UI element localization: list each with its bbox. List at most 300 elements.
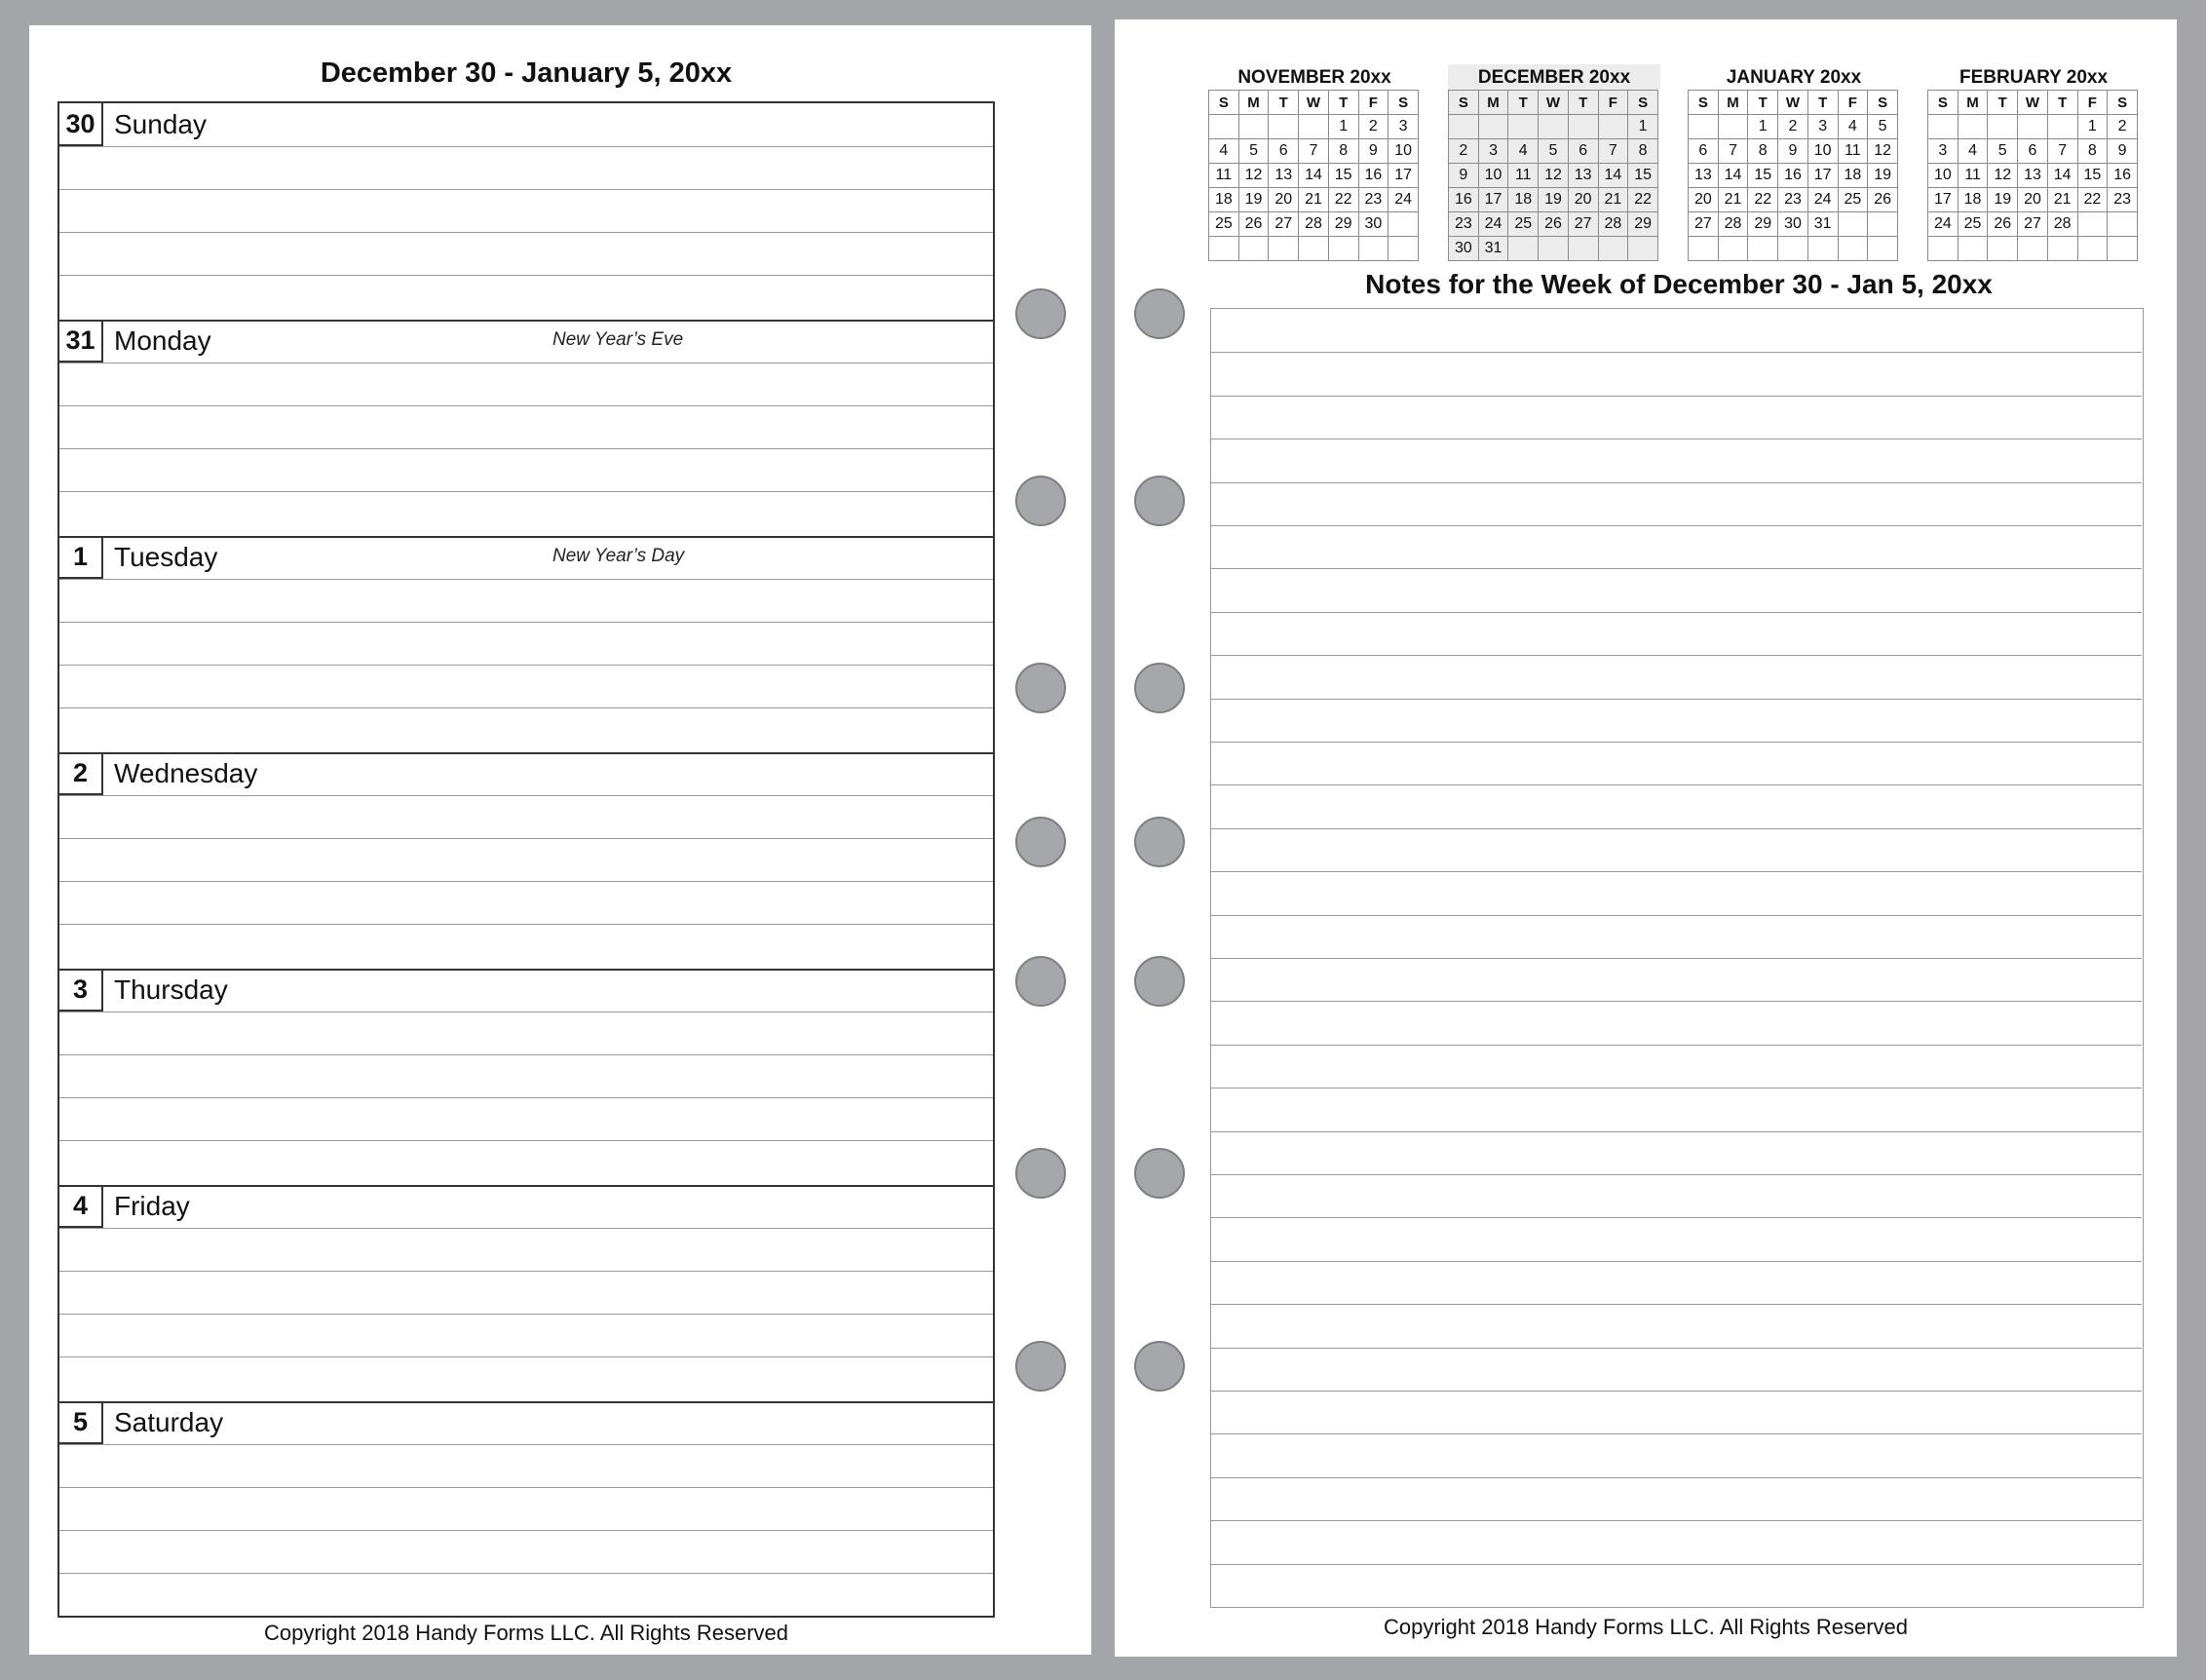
calendar-date-cell: 15 [1628,164,1658,188]
weekday-header: S [1209,91,1239,115]
calendar-date-cell: 9 [1358,139,1388,164]
day-divider [59,752,993,754]
calendar-date-cell: 5 [1988,139,2018,164]
calendar-date-cell: 5 [1238,139,1269,164]
weekday-header: M [1238,91,1269,115]
notes-line [1211,482,2142,483]
writing-line [59,1271,993,1272]
writing-line [59,232,993,233]
calendar-date-cell: 5 [1868,115,1898,139]
calendar-date-cell: 8 [1748,139,1778,164]
writing-line [59,189,993,190]
calendar-date-cell: 4 [1209,139,1239,164]
calendar-date-cell [1598,115,1628,139]
writing-line [59,1314,993,1315]
mini-calendar [1688,64,1900,261]
binder-hole [1015,956,1066,1007]
day-name: Tuesday [114,542,218,572]
day-section[interactable] [59,103,993,320]
calendar-date-cell: 18 [1209,188,1239,212]
calendar-date-cell [1299,237,1329,261]
calendar-date-cell: 27 [1689,212,1719,237]
weekday-header: T [2047,91,2077,115]
days-grid [57,101,995,1618]
calendar-date-cell: 1 [1328,115,1358,139]
calendar-month-title: FEBRUARY 20xx [1959,67,2109,88]
notes-line [1211,742,2142,743]
calendar-date-cell: 14 [1299,164,1329,188]
calendar-date-cell: 9 [1778,139,1808,164]
calendar-date-cell: 17 [1478,188,1508,212]
binder-hole [1015,1148,1066,1199]
calendar-date-cell: 12 [1539,164,1569,188]
calendar-date-cell [1238,115,1269,139]
calendar-date-cell: 22 [1628,188,1658,212]
calendar-date-cell: 3 [1388,115,1419,139]
calendar-date-cell: 9 [2108,139,2138,164]
weekday-header: S [1628,91,1658,115]
calendar-grid [1927,90,2138,261]
calendar-date-cell: 25 [1958,212,1988,237]
notes-line [1211,568,2142,569]
notes-line [1211,1261,2142,1262]
day-section[interactable] [59,320,993,536]
weekday-header: S [2108,91,2138,115]
day-section[interactable] [59,969,993,1185]
writing-line [59,1487,993,1488]
calendar-date-cell: 13 [1269,164,1299,188]
weekday-header: F [1358,91,1388,115]
calendar-month-title: DECEMBER 20xx [1448,64,1660,90]
weekday-header: W [1778,91,1808,115]
writing-line [59,448,993,449]
calendar-date-cell: 16 [2108,164,2138,188]
calendar-date-cell: 8 [2077,139,2108,164]
calendar-date-cell: 29 [1328,212,1358,237]
day-number: 30 [59,103,103,146]
calendar-date-cell: 7 [1299,139,1329,164]
day-number: 1 [59,536,103,579]
calendar-date-cell [1478,115,1508,139]
calendar-date-cell [1928,115,1959,139]
day-divider [59,1401,993,1403]
calendar-date-cell [2077,212,2108,237]
day-divider [59,320,993,322]
weekday-header: T [1748,91,1778,115]
notes-line [1211,396,2142,397]
binder-hole [1134,288,1185,339]
writing-line [59,1140,993,1141]
calendar-date-cell: 29 [1628,212,1658,237]
calendar-date-cell: 10 [1928,164,1959,188]
weekday-header: T [1568,91,1598,115]
day-number: 5 [59,1401,103,1444]
copyright-left: Copyright 2018 Handy Forms LLC. All Rights Reserved [263,1621,789,1645]
notes-line [1211,1045,2142,1046]
day-name: Thursday [114,974,228,1005]
calendar-date-cell: 26 [1238,212,1269,237]
writing-line [59,1097,993,1098]
calendar-date-cell [1568,115,1598,139]
calendar-date-cell: 20 [1689,188,1719,212]
day-number: 31 [59,320,103,363]
day-number: 2 [59,752,103,795]
weekday-header: M [1478,91,1508,115]
calendar-date-cell: 31 [1478,237,1508,261]
day-section[interactable] [59,1185,993,1401]
calendar-date-cell: 26 [1868,188,1898,212]
left-planner-page [29,25,1091,1655]
writing-line [59,579,993,580]
calendar-date-cell: 2 [1778,115,1808,139]
calendar-date-cell [1568,237,1598,261]
calendar-date-cell: 19 [1868,164,1898,188]
calendar-date-cell: 17 [1928,188,1959,212]
calendar-date-cell: 2 [1449,139,1479,164]
binder-hole [1134,817,1185,867]
calendar-date-cell: 15 [2077,164,2108,188]
calendar-date-cell: 25 [1508,212,1539,237]
writing-line [59,881,993,882]
calendar-date-cell [1988,115,2018,139]
calendar-date-cell: 27 [2018,212,2048,237]
calendar-date-cell [1838,212,1868,237]
notes-line [1211,1174,2142,1175]
writing-line [59,622,993,623]
calendar-date-cell [1778,237,1808,261]
binder-hole [1015,817,1066,867]
binder-hole [1134,1341,1185,1392]
calendar-date-cell: 24 [1388,188,1419,212]
calendar-date-cell [1539,237,1569,261]
calendar-date-cell [1838,237,1868,261]
calendar-date-cell: 22 [1748,188,1778,212]
calendar-date-cell [2047,237,2077,261]
writing-line [59,1530,993,1531]
notes-line [1211,1217,2142,1218]
calendar-date-cell: 6 [1269,139,1299,164]
calendar-date-cell [1689,237,1719,261]
writing-line [59,1054,993,1055]
calendar-date-cell: 14 [2047,164,2077,188]
notes-area[interactable] [1210,308,2144,1608]
day-name: Saturday [114,1407,224,1437]
calendar-date-cell: 18 [1838,164,1868,188]
calendar-date-cell: 18 [1508,188,1539,212]
calendar-date-cell [1508,115,1539,139]
notes-line [1211,1304,2142,1305]
calendar-date-cell: 28 [1718,212,1748,237]
calendar-date-cell: 26 [1988,212,2018,237]
week-title: December 30 - January 5, 20xx [320,57,733,89]
calendar-date-cell: 24 [1928,212,1959,237]
calendar-date-cell: 7 [1718,139,1748,164]
day-divider [59,536,993,538]
calendar-date-cell: 11 [1838,139,1868,164]
calendar-date-cell: 1 [1628,115,1658,139]
day-name: Friday [114,1191,190,1221]
notes-line [1211,1001,2142,1002]
notes-line [1211,1477,2142,1478]
mini-calendar [1208,64,1421,261]
notes-line [1211,352,2142,353]
calendar-date-cell [1628,237,1658,261]
writing-line [59,924,993,925]
calendar-date-cell: 13 [1689,164,1719,188]
calendar-date-cell: 4 [1838,115,1868,139]
mini-calendar [1448,64,1660,261]
writing-line [59,1573,993,1574]
calendar-date-cell: 23 [1778,188,1808,212]
calendar-date-cell [1689,115,1719,139]
day-number: 3 [59,969,103,1012]
weekday-header: T [1269,91,1299,115]
calendar-date-cell [1748,237,1778,261]
calendar-date-cell [1988,237,2018,261]
calendar-date-cell: 21 [1598,188,1628,212]
calendar-date-cell: 24 [1807,188,1838,212]
notes-line [1211,655,2142,656]
day-section[interactable] [59,536,993,752]
calendar-date-cell: 8 [1328,139,1358,164]
calendar-date-cell: 17 [1807,164,1838,188]
weekday-header: S [1689,91,1719,115]
weekday-header: T [1508,91,1539,115]
calendar-date-cell: 10 [1478,164,1508,188]
calendar-date-cell: 3 [1807,115,1838,139]
calendar-date-cell: 7 [2047,139,2077,164]
calendar-date-cell [1238,237,1269,261]
calendar-date-cell: 22 [2077,188,2108,212]
calendar-date-cell [1449,115,1479,139]
calendar-date-cell: 10 [1807,139,1838,164]
calendar-grid [1208,90,1419,261]
calendar-date-cell: 4 [1958,139,1988,164]
calendar-date-cell: 13 [1568,164,1598,188]
calendar-date-cell: 21 [2047,188,2077,212]
calendar-date-cell [2108,237,2138,261]
calendar-date-cell: 12 [1868,139,1898,164]
calendar-date-cell: 5 [1539,139,1569,164]
writing-line [59,405,993,406]
calendar-date-cell [1868,212,1898,237]
notes-line [1211,1564,2142,1565]
calendar-date-cell [1508,237,1539,261]
notes-line [1211,525,2142,526]
writing-line [59,1444,993,1445]
notes-line [1211,871,2142,872]
calendar-date-cell: 26 [1539,212,1569,237]
weekday-header: F [2077,91,2108,115]
notes-line [1211,1391,2142,1392]
weekday-header: W [1299,91,1329,115]
calendar-date-cell: 21 [1718,188,1748,212]
calendar-date-cell [1539,115,1569,139]
notes-line [1211,958,2142,959]
calendar-date-cell: 27 [1269,212,1299,237]
day-divider [59,969,993,971]
calendar-date-cell [1388,212,1419,237]
calendar-date-cell: 9 [1449,164,1479,188]
notes-line [1211,1433,2142,1434]
notes-line [1211,1520,2142,1521]
copyright-right: Copyright 2018 Handy Forms LLC. All Rights Reserved [1383,1615,1909,1639]
calendar-date-cell: 16 [1449,188,1479,212]
holiday-label: New Year’s Eve [552,329,684,350]
binder-hole [1134,476,1185,526]
calendar-date-cell [2108,212,2138,237]
calendar-date-cell: 31 [1807,212,1838,237]
calendar-date-cell: 20 [1568,188,1598,212]
holiday-label: New Year’s Day [552,546,685,566]
calendar-date-cell [2047,115,2077,139]
calendar-date-cell [1807,237,1838,261]
calendar-date-cell: 14 [1598,164,1628,188]
calendar-date-cell: 30 [1778,212,1808,237]
calendar-date-cell [1958,237,1988,261]
calendar-date-cell: 17 [1388,164,1419,188]
calendar-date-cell: 12 [1238,164,1269,188]
day-name: Monday [114,325,211,356]
notes-line [1211,1348,2142,1349]
calendar-date-cell: 15 [1328,164,1358,188]
calendar-date-cell: 18 [1958,188,1988,212]
weekday-header: M [1718,91,1748,115]
calendar-date-cell: 14 [1718,164,1748,188]
calendar-date-cell: 25 [1209,212,1239,237]
writing-line [59,491,993,492]
notes-line [1211,1131,2142,1132]
calendar-date-cell [1718,115,1748,139]
calendar-date-cell [1328,237,1358,261]
calendar-date-cell [1718,237,1748,261]
writing-line [59,665,993,666]
weekday-header: F [1598,91,1628,115]
day-section[interactable] [59,1401,993,1618]
calendar-date-cell: 20 [1269,188,1299,212]
notes-title: Notes for the Week of December 30 - Jan 5, 20xx [1365,269,1993,299]
calendar-date-cell [1209,115,1239,139]
calendar-date-cell: 27 [1568,212,1598,237]
binder-hole [1134,956,1185,1007]
calendar-date-cell [2077,237,2108,261]
binder-hole [1015,1341,1066,1392]
calendar-date-cell [1958,115,1988,139]
writing-line [59,146,993,147]
notes-line [1211,828,2142,829]
calendar-date-cell: 30 [1449,237,1479,261]
calendar-date-cell: 15 [1748,164,1778,188]
weekday-header: T [1328,91,1358,115]
writing-line [59,838,993,839]
weekday-header: W [2018,91,2048,115]
calendar-date-cell: 23 [2108,188,2138,212]
writing-line [59,795,993,796]
day-name: Wednesday [114,758,258,788]
calendar-date-cell: 10 [1388,139,1419,164]
calendar-date-cell: 7 [1598,139,1628,164]
binder-hole [1015,663,1066,713]
calendar-date-cell: 6 [1568,139,1598,164]
calendar-date-cell [1269,115,1299,139]
day-divider [59,1185,993,1187]
binder-hole [1015,476,1066,526]
calendar-date-cell: 2 [1358,115,1388,139]
weekday-header: W [1539,91,1569,115]
calendar-date-cell: 19 [1988,188,2018,212]
calendar-date-cell [2018,115,2048,139]
day-number: 4 [59,1185,103,1228]
writing-line [59,707,993,708]
calendar-date-cell [1928,237,1959,261]
calendar-date-cell: 3 [1928,139,1959,164]
calendar-date-cell: 23 [1358,188,1388,212]
calendar-date-cell: 16 [1358,164,1388,188]
writing-line [59,275,993,276]
weekday-header: F [1838,91,1868,115]
notes-line [1211,915,2142,916]
calendar-date-cell: 1 [1748,115,1778,139]
calendar-grid [1448,90,1658,261]
calendar-month-title: JANUARY 20xx [1726,67,1862,88]
weekday-header: M [1958,91,1988,115]
calendar-date-cell: 6 [1689,139,1719,164]
day-section[interactable] [59,752,993,969]
notes-line [1211,612,2142,613]
calendar-date-cell [1269,237,1299,261]
calendar-date-cell [1358,237,1388,261]
calendar-date-cell: 19 [1238,188,1269,212]
calendar-date-cell: 28 [2047,212,2077,237]
calendar-date-cell: 24 [1478,212,1508,237]
weekday-header: T [1988,91,2018,115]
calendar-date-cell: 25 [1838,188,1868,212]
calendar-date-cell: 13 [2018,164,2048,188]
notes-line [1211,784,2142,785]
calendar-date-cell: 6 [2018,139,2048,164]
weekday-header: S [1449,91,1479,115]
calendar-date-cell [1598,237,1628,261]
calendar-date-cell: 28 [1598,212,1628,237]
binder-hole [1134,1148,1185,1199]
weekday-header: S [1928,91,1959,115]
binder-hole [1134,663,1185,713]
calendar-date-cell: 11 [1958,164,1988,188]
calendar-date-cell: 11 [1508,164,1539,188]
weekday-header: S [1388,91,1419,115]
calendar-date-cell: 8 [1628,139,1658,164]
calendar-date-cell: 16 [1778,164,1808,188]
calendar-date-cell: 19 [1539,188,1569,212]
calendar-date-cell: 1 [2077,115,2108,139]
notes-line [1211,699,2142,700]
calendar-date-cell: 3 [1478,139,1508,164]
right-notes-page [1115,19,2177,1657]
binder-hole [1015,288,1066,339]
day-name: Sunday [114,109,207,139]
calendar-month-title: NOVEMBER 20xx [1237,67,1391,88]
calendar-date-cell: 28 [1299,212,1329,237]
calendar-date-cell: 22 [1328,188,1358,212]
calendar-date-cell [1388,237,1419,261]
calendar-grid [1688,90,1898,261]
calendar-date-cell: 23 [1449,212,1479,237]
weekday-header: S [1868,91,1898,115]
calendar-date-cell: 29 [1748,212,1778,237]
weekday-header: T [1807,91,1838,115]
calendar-date-cell [2018,237,2048,261]
calendar-date-cell: 2 [2108,115,2138,139]
